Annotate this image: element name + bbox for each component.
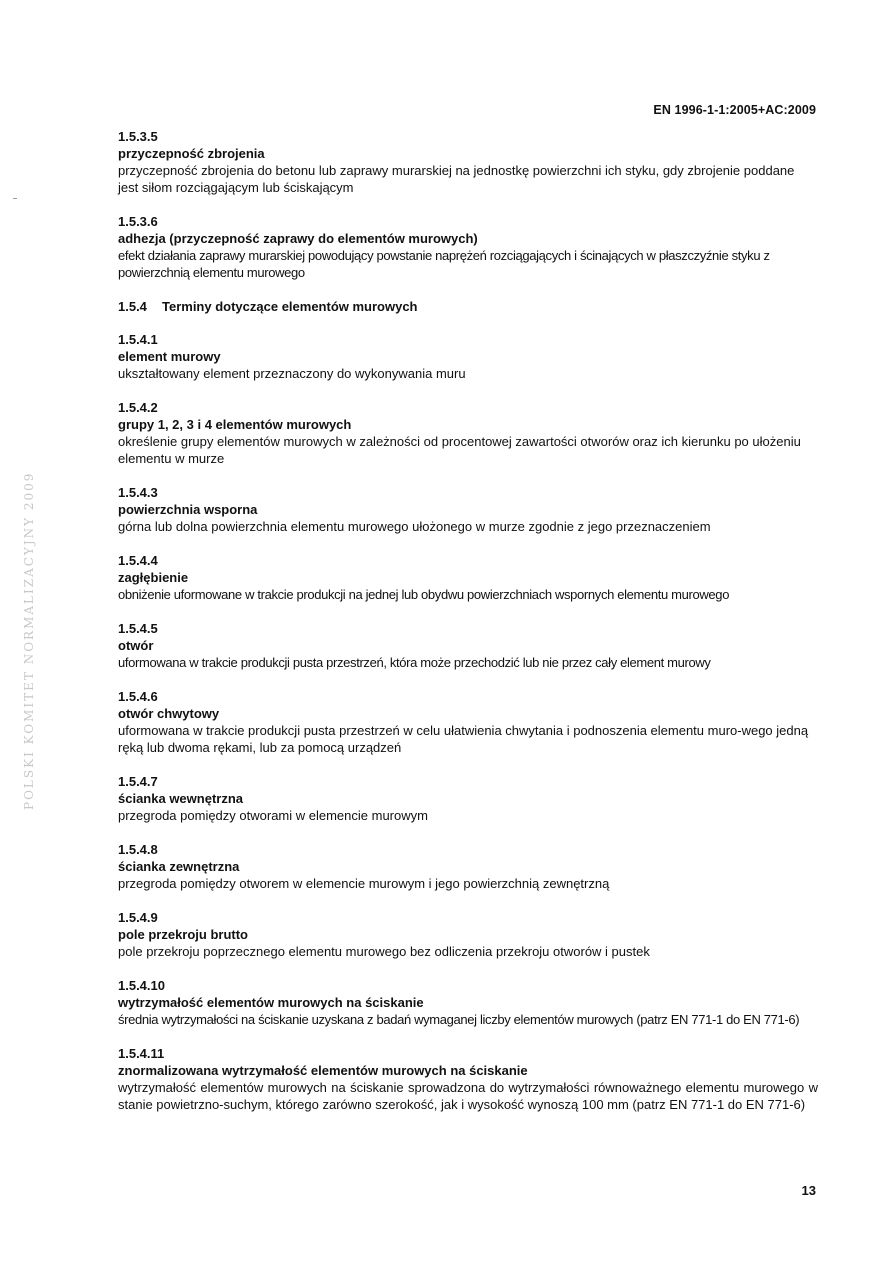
term-entry-1-5-4-7 bbox=[118, 773, 818, 824]
margin-tick-mark bbox=[13, 198, 17, 199]
watermark-text: POLSKI KOMITET NORMALIZACYJNY 2009 bbox=[22, 471, 36, 810]
entry-definition: efekt działania zaprawy murarskiej powodujący powstanie naprężeń rozciągających i ścinających w płaszczyźnie styku z powierzchnią elementu murowego bbox=[118, 248, 770, 280]
entry-definition: obniżenie uformowane w trakcie produkcji na jednej lub obydwu powierzchniach wspornych elementu murowego bbox=[118, 587, 730, 602]
entry-term: ścianka zewnętrzna bbox=[118, 859, 240, 874]
entry-term: adhezja (przyczepność zaprawy do elementów murowych) bbox=[118, 231, 478, 246]
term-entry-1-5-4-4 bbox=[118, 552, 818, 603]
entry-number: 1.5.4.8 bbox=[118, 842, 158, 857]
entry-term: wytrzymałość elementów murowych na ściskanie bbox=[118, 995, 424, 1010]
entry-definition: średnia wytrzymałości na ściskanie uzyskana z badań wymaganej liczby elementów murowych (patrz EN 771-1 do EN 771-6) bbox=[118, 1012, 800, 1027]
entry-term: element murowy bbox=[118, 349, 221, 364]
entry-term: grupy 1, 2, 3 i 4 elementów murowych bbox=[118, 417, 352, 432]
entry-definition: górna lub dolna powierzchnia elementu murowego ułożonego w murze zgodnie z jego przeznaczeniem bbox=[118, 519, 711, 534]
entry-term: pole przekroju brutto bbox=[118, 927, 248, 942]
entry-number: 1.5.4.10 bbox=[118, 978, 165, 993]
entry-definition: uformowana w trakcie produkcji pusta przestrzeń w celu ułatwienia chwytania i podnoszenia elementu muro-wego jedną ręką lub dwoma rękami, lub za pomocą urządzeń bbox=[118, 723, 809, 755]
term-entry-1-5-4-6 bbox=[118, 688, 818, 756]
section-heading bbox=[118, 298, 818, 315]
term-entry-1-5-4-11 bbox=[118, 1045, 818, 1113]
standard-code-header: EN 1996-1-1:2005+AC:2009 bbox=[653, 103, 816, 117]
entry-term: przyczepność zbrojenia bbox=[118, 146, 265, 161]
entry-number: 1.5.4.4 bbox=[118, 553, 158, 568]
entry-number: 1.5.4.2 bbox=[118, 400, 158, 415]
entry-term: powierzchnia wsporna bbox=[118, 502, 258, 517]
term-entry-1-5-3-6 bbox=[118, 213, 818, 281]
term-entry-1-5-4-10 bbox=[118, 977, 818, 1028]
entry-number: 1.5.4.3 bbox=[118, 485, 158, 500]
entry-number: 1.5.4.6 bbox=[118, 689, 158, 704]
document-body bbox=[118, 128, 818, 1130]
entry-number: 1.5.3.6 bbox=[118, 214, 158, 229]
entry-term: otwór chwytowy bbox=[118, 706, 220, 721]
entry-number: 1.5.3.5 bbox=[118, 129, 158, 144]
entry-definition: określenie grupy elementów murowych w zależności od procentowej zawartości otworów oraz ich kierunku po ułożeniu elementu w murze bbox=[118, 434, 801, 466]
entry-definition: uformowana w trakcie produkcji pusta przestrzeń, która może przechodzić lub nie przez cały element murowy bbox=[118, 655, 711, 670]
entry-term: otwór bbox=[118, 638, 154, 653]
entry-definition: ukształtowany element przeznaczony do wykonywania muru bbox=[118, 366, 466, 381]
page-number: 13 bbox=[801, 1183, 816, 1198]
entry-definition: przyczepność zbrojenia do betonu lub zaprawy murarskiej na jednostkę powierzchni ich styku, gdy zbrojenie poddane jest siłom rozciągającym lub ściskającym bbox=[118, 163, 795, 195]
term-entry-1-5-4-3 bbox=[118, 484, 818, 535]
term-entry-1-5-3-5 bbox=[118, 128, 818, 196]
entry-term: zagłębienie bbox=[118, 570, 189, 585]
entry-definition: przegroda pomiędzy otworem w elemencie murowym i jego powierzchnią zewnętrzną bbox=[118, 876, 610, 891]
entry-term: ścianka wewnętrzna bbox=[118, 791, 243, 806]
entry-definition: wytrzymałość elementów murowych na ściskanie sprowadzona do wytrzymałości równoważnego elementu murowego w stanie powietrzno-suchym, którego zarówno szerokość, jak i wysokość wynoszą 100 mm (patrz EN 771-1 do EN 771-6) bbox=[118, 1080, 818, 1112]
entry-number: 1.5.4.1 bbox=[118, 332, 158, 347]
entry-number: 1.5.4.7 bbox=[118, 774, 158, 789]
entry-definition: przegroda pomiędzy otworami w elemencie murowym bbox=[118, 808, 428, 823]
term-entry-1-5-4-9 bbox=[118, 909, 818, 960]
entry-definition: pole przekroju poprzecznego elementu murowego bez odliczenia przekroju otworów i pustek bbox=[118, 944, 650, 959]
term-entry-1-5-4-5 bbox=[118, 620, 818, 671]
entry-term: znormalizowana wytrzymałość elementów murowych na ściskanie bbox=[118, 1063, 528, 1078]
term-entry-1-5-4-1 bbox=[118, 331, 818, 382]
entry-number: 1.5.4.11 bbox=[118, 1046, 165, 1061]
term-entry-1-5-4-8 bbox=[118, 841, 818, 892]
entry-number: 1.5.4.5 bbox=[118, 621, 158, 636]
entry-number: 1.5.4.9 bbox=[118, 910, 158, 925]
section-title: Terminy dotyczące elementów murowych bbox=[162, 299, 418, 314]
section-number: 1.5.4 bbox=[118, 299, 147, 314]
term-entry-1-5-4-2 bbox=[118, 399, 818, 467]
